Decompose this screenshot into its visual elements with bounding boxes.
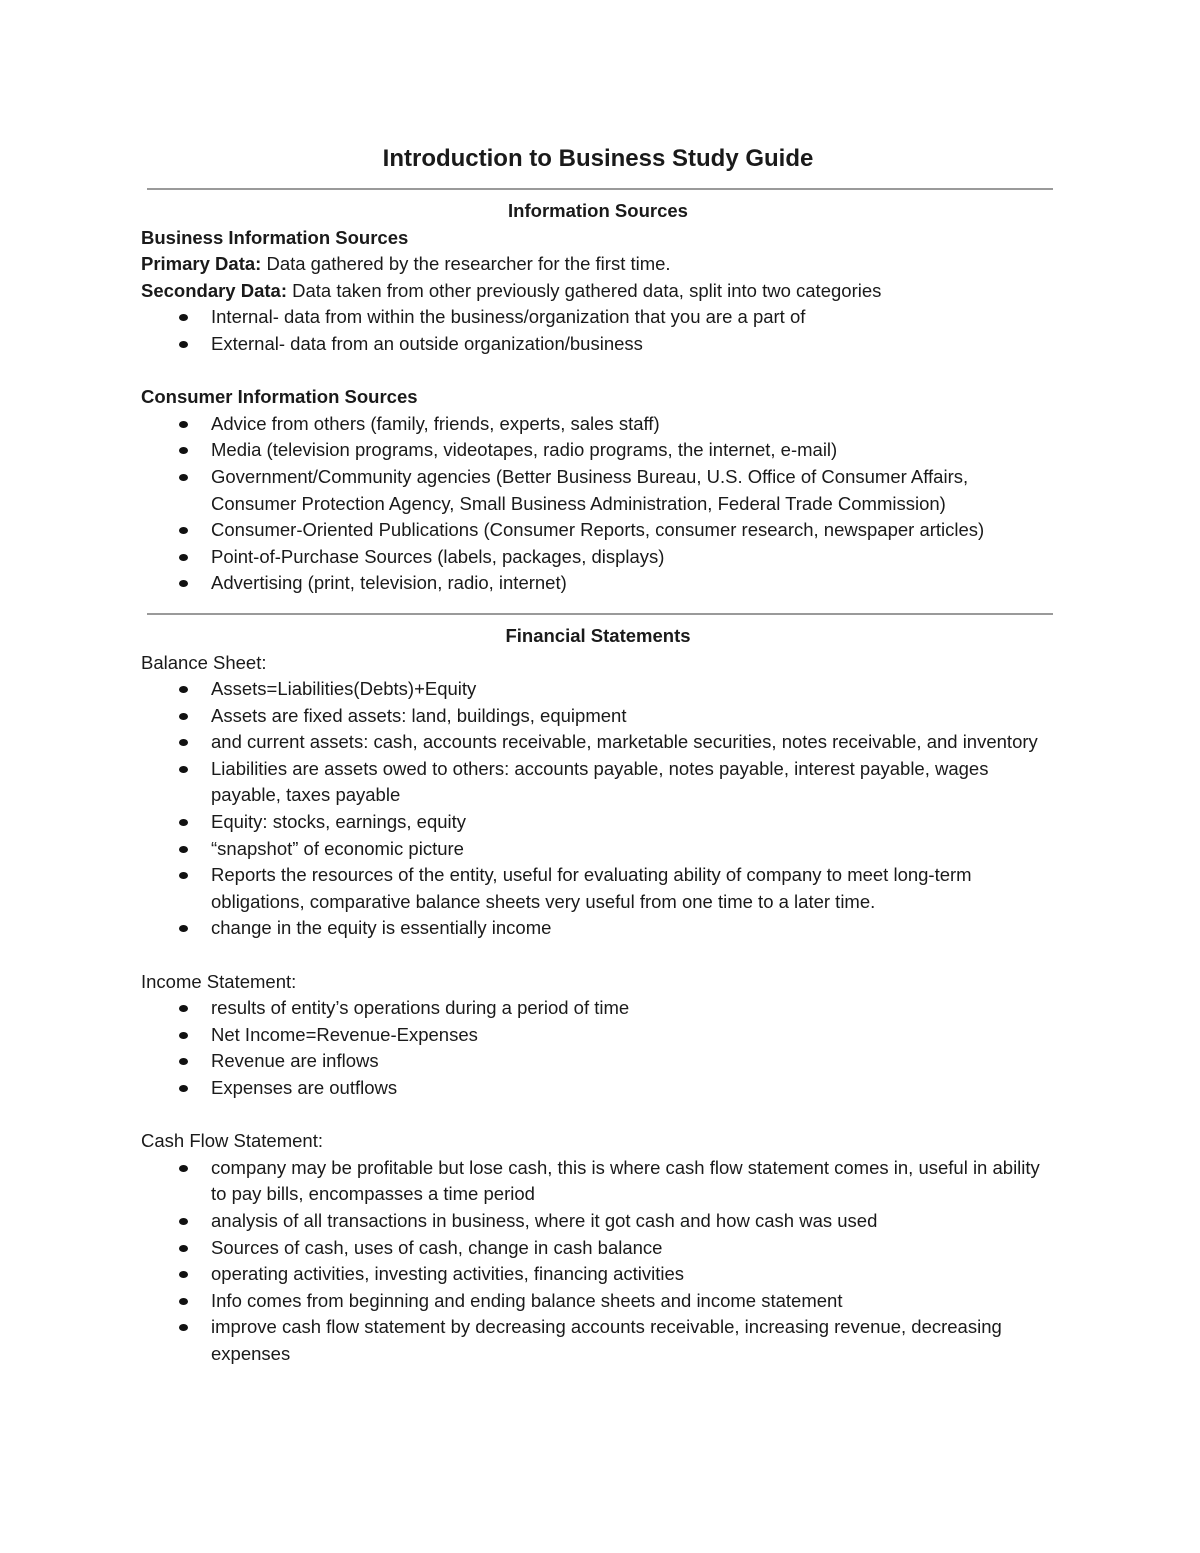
list-item-text: change in the equity is essentially income — [211, 917, 552, 939]
list-item — [141, 304, 1055, 331]
bullet-icon — [179, 739, 188, 746]
bullet-icon — [179, 1005, 188, 1012]
section-divider — [147, 613, 1053, 615]
list-item — [141, 1022, 1055, 1049]
primary-data-line — [141, 251, 1055, 278]
document-title: Introduction to Business Study Guide — [382, 145, 814, 172]
title-divider — [147, 188, 1053, 190]
list-item-text: Consumer-Oriented Publications (Consumer Reports, consumer research, newspaper articles) — [211, 519, 985, 541]
list-item — [141, 517, 1055, 544]
document-content — [141, 140, 1055, 1368]
spacer — [141, 942, 1055, 969]
list-item-text: Reports the resources of the entity, useful for evaluating ability of company to meet long-term obligations, comparative balance sheets very useful from one time to a later time. — [211, 864, 972, 912]
balance-sheet-heading: Balance Sheet: — [141, 651, 267, 673]
business-sources-heading: Business Information Sources — [141, 226, 409, 248]
list-item-text: Media (television programs, videotapes, radio programs, the internet, e-mail) — [211, 439, 838, 461]
consumer-sources-list — [141, 411, 1055, 597]
list-item-text: company may be profitable but lose cash, this is where cash flow statement comes in, useful in ability to pay bills, encompasses a time period — [211, 1156, 1040, 1205]
list-item-text: External- data from an outside organization/business — [211, 332, 643, 354]
list-item-text: Equity: stocks, earnings, equity — [211, 811, 467, 833]
secondary-data-term: Secondary Data: — [141, 279, 287, 301]
bullet-icon — [179, 1324, 188, 1331]
bullet-icon — [179, 1165, 188, 1172]
list-item — [141, 862, 1055, 915]
list-item — [141, 915, 1055, 942]
list-item — [141, 464, 1055, 517]
business-sources-list — [141, 304, 1055, 357]
consumer-sources-heading: Consumer Information Sources — [141, 386, 418, 408]
primary-data-term: Primary Data: — [141, 253, 262, 275]
list-item-text: Assets=Liabilities(Debts)+Equity — [211, 678, 477, 700]
bullet-icon — [179, 341, 188, 348]
cash-flow-heading: Cash Flow Statement: — [141, 1130, 323, 1152]
list-item-text: Assets are fixed assets: land, buildings, equipment — [211, 704, 627, 726]
list-item-text: Internal- data from within the business/organization that you are a part of — [211, 306, 806, 328]
list-item — [141, 1155, 1055, 1208]
list-item-text: Net Income=Revenue-Expenses — [211, 1023, 478, 1045]
list-item-text: analysis of all transactions in business, where it got cash and how cash was used — [211, 1209, 878, 1231]
list-item — [141, 756, 1055, 809]
list-item — [141, 1314, 1055, 1367]
list-item — [141, 544, 1055, 571]
bullet-icon — [179, 766, 188, 773]
list-item — [141, 1261, 1055, 1288]
list-item-text: Liabilities are assets owed to others: accounts payable, notes payable, interest payable, wages payable, taxes payable — [211, 757, 989, 806]
list-item — [141, 836, 1055, 863]
list-item-text: Point-of-Purchase Sources (labels, packages, displays) — [211, 545, 665, 567]
list-item-text: Revenue are inflows — [211, 1050, 379, 1072]
list-item-text: results of entity’s operations during a period of time — [211, 997, 630, 1019]
bullet-icon — [179, 527, 188, 534]
section-heading-information-sources: Information Sources — [508, 200, 688, 221]
list-item — [141, 331, 1055, 358]
section-heading-financial-statements: Financial Statements — [505, 624, 691, 646]
list-item — [141, 411, 1055, 438]
list-item-text: Advice from others (family, friends, experts, sales staff) — [211, 412, 660, 434]
bullet-icon — [179, 846, 188, 853]
primary-data-text: Data gathered by the researcher for the first time. — [261, 253, 671, 275]
list-item-text: operating activities, investing activities, financing activities — [211, 1263, 685, 1285]
bullet-icon — [179, 421, 188, 428]
income-statement-heading: Income Statement: — [141, 970, 297, 992]
bullet-icon — [179, 1058, 188, 1065]
list-item — [141, 1235, 1055, 1262]
list-item-text: improve cash flow statement by decreasing accounts receivable, increasing revenue, decreasing expenses — [211, 1316, 1002, 1364]
list-item-text: Government/Community agencies (Better Business Bureau, U.S. Office of Consumer Affairs, Consumer Protection Agency, Small Business Administration, Federal Trade Commission) — [211, 465, 969, 514]
bullet-icon — [179, 1032, 188, 1039]
cash-flow-list — [141, 1155, 1055, 1368]
secondary-data-line — [141, 278, 1055, 305]
bullet-icon — [179, 1298, 188, 1305]
list-item-text: Expenses are outflows — [211, 1077, 398, 1098]
bullet-icon — [179, 1085, 188, 1092]
list-item — [141, 703, 1055, 730]
list-item — [141, 1288, 1055, 1315]
bullet-icon — [179, 1271, 188, 1278]
bullet-icon — [179, 1245, 188, 1252]
list-item-text: Sources of cash, uses of cash, change in cash balance — [211, 1236, 663, 1258]
list-item — [141, 1075, 1055, 1102]
bullet-icon — [179, 580, 188, 587]
balance-sheet-list — [141, 676, 1055, 942]
spacer — [141, 1102, 1055, 1129]
list-item — [141, 1208, 1055, 1235]
list-item-text: and current assets: cash, accounts receivable, marketable securities, notes receivable, and inventory — [211, 731, 1038, 753]
bullet-icon — [179, 819, 188, 826]
bullet-icon — [179, 713, 188, 720]
list-item — [141, 995, 1055, 1022]
bullet-icon — [179, 554, 188, 561]
bullet-icon — [179, 474, 188, 481]
list-item — [141, 676, 1055, 703]
bullet-icon — [179, 1218, 188, 1225]
list-item — [141, 809, 1055, 836]
list-item-text: Info comes from beginning and ending balance sheets and income statement — [211, 1289, 843, 1311]
bullet-icon — [179, 447, 188, 454]
bullet-icon — [179, 314, 188, 321]
income-statement-list — [141, 995, 1055, 1101]
spacer — [141, 358, 1055, 385]
bullet-icon — [179, 872, 188, 879]
list-item — [141, 437, 1055, 464]
bullet-icon — [179, 925, 188, 932]
list-item — [141, 570, 1055, 597]
secondary-data-text: Data taken from other previously gathered data, split into two categories — [287, 279, 882, 301]
bullet-icon — [179, 686, 188, 693]
list-item — [141, 1048, 1055, 1075]
list-item — [141, 729, 1055, 756]
list-item-text: “snapshot” of economic picture — [211, 837, 464, 859]
list-item-text: Advertising (print, television, radio, internet) — [211, 572, 567, 594]
